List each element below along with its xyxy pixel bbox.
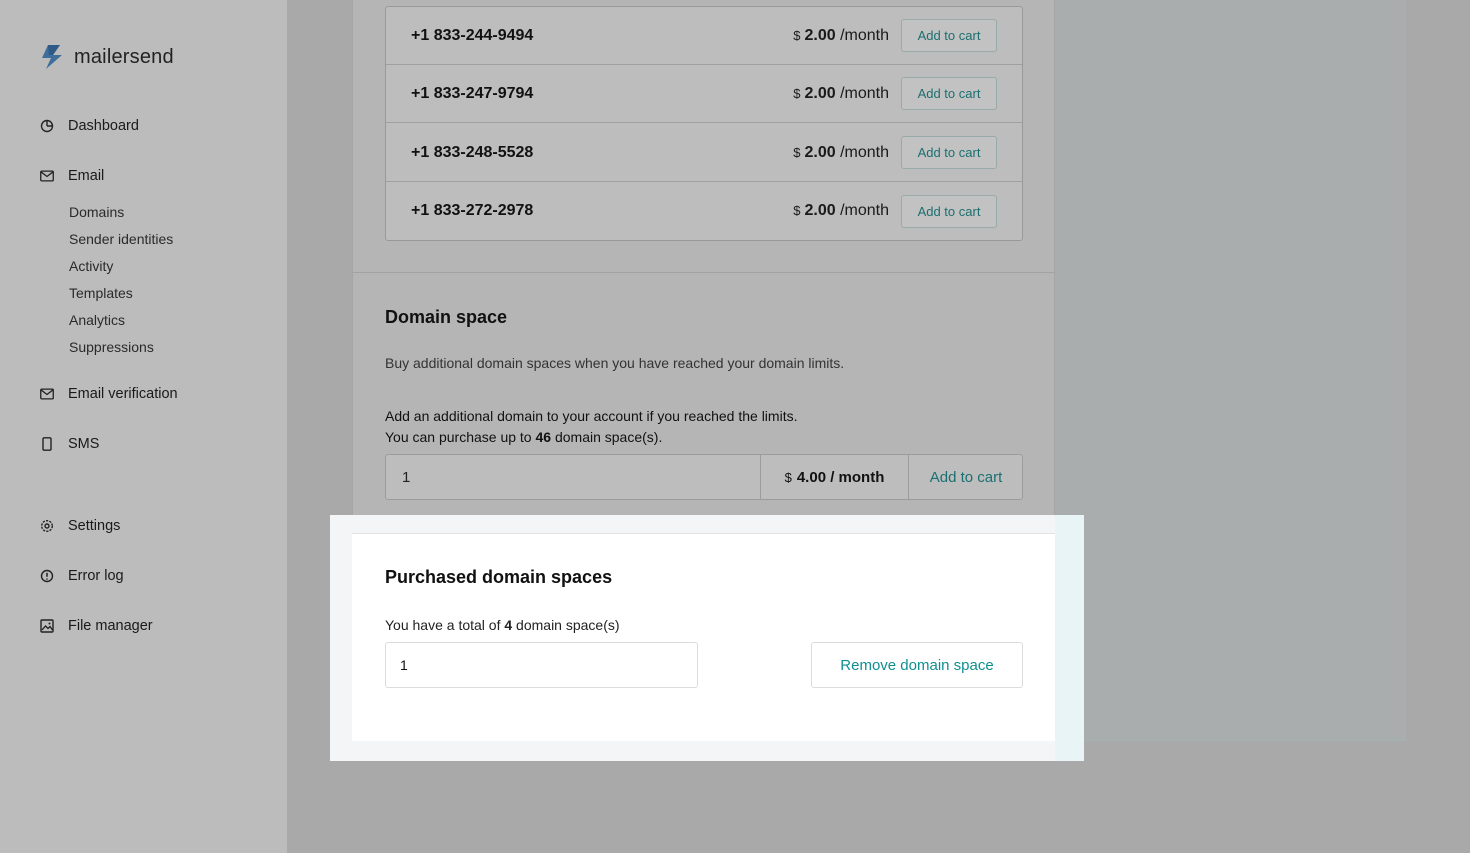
domain-space-info-line2: You can purchase up to 46 domain space(s). [385, 429, 663, 445]
purchased-total-text: You have a total of 4 domain space(s) [385, 617, 620, 633]
nav-error-log-label: Error log [68, 568, 124, 584]
nav-sms[interactable] [40, 436, 99, 452]
nav-dashboard-label: Dashboard [68, 118, 139, 134]
phone-price: $ 2.00 /month [793, 26, 889, 44]
nav-file-manager-label: File manager [68, 618, 153, 634]
domain-space-description: Buy additional domain spaces when you have reached your domain limits. [385, 355, 845, 371]
table-row [386, 182, 1022, 240]
nav-email[interactable] [40, 168, 104, 184]
sidebar [0, 0, 287, 853]
nav-email-label: Email [68, 168, 105, 184]
sidebar-item-activity[interactable]: Activity [69, 258, 114, 274]
phone-price: $ 2.00 /month [793, 143, 889, 161]
purchased-domain-spaces-card [352, 533, 1055, 741]
phone-icon [40, 437, 54, 451]
domain-space-add-to-cart-button[interactable]: Add to cart [929, 468, 1003, 486]
mailersend-logo-icon [40, 44, 66, 70]
phone-price: $ 2.00 /month [793, 202, 889, 219]
nav-sms-label: SMS [68, 436, 100, 452]
add-to-cart-button[interactable]: Add to cart [901, 136, 997, 169]
phone-number: +1 833-272-2978 [411, 202, 534, 219]
pie-chart-icon [40, 119, 54, 133]
sidebar-item-suppressions[interactable]: Suppressions [69, 339, 154, 355]
right-panel [1055, 0, 1406, 741]
remove-domain-space-button[interactable]: Remove domain space [811, 642, 1023, 688]
nav-settings-label: Settings [68, 518, 121, 534]
envelope-check-icon [40, 387, 54, 401]
domain-space-price: $ 4.00 / month [761, 455, 909, 499]
section-divider [352, 272, 1055, 273]
highlight-tint [1055, 515, 1084, 761]
add-to-cart-button[interactable]: Add to cart [901, 195, 997, 228]
gear-icon [40, 519, 54, 533]
nav-email-verification-label: Email verification [68, 386, 178, 402]
sidebar-item-sender-identities[interactable]: Sender identities [69, 231, 174, 247]
brand-logo[interactable] [40, 44, 174, 70]
nav-file-manager[interactable] [40, 618, 153, 634]
sidebar-item-analytics[interactable]: Analytics [69, 312, 126, 328]
domain-space-title: Domain space [385, 307, 508, 327]
nav-dashboard[interactable] [40, 118, 139, 134]
brand-name: mailersend [74, 45, 174, 68]
add-to-cart-button[interactable]: Add to cart [901, 19, 997, 52]
domain-space-quantity-input[interactable]: 1 [386, 455, 761, 499]
alert-circle-icon [40, 569, 54, 583]
phone-number: +1 833-247-9794 [411, 84, 534, 102]
remove-quantity-input[interactable]: 1 [385, 642, 698, 688]
table-row [386, 65, 1022, 123]
add-to-cart-button[interactable]: Add to cart [901, 77, 997, 110]
nav-email-verification[interactable] [40, 386, 178, 402]
phone-number: +1 833-244-9494 [411, 26, 534, 44]
purchased-title: Purchased domain spaces [385, 567, 613, 587]
envelope-icon [40, 169, 54, 183]
domain-space-info-line1: Add an additional domain to your account if you reached the limits. [385, 408, 798, 424]
sidebar-item-templates[interactable]: Templates [69, 285, 133, 301]
nav-error-log[interactable] [40, 568, 124, 584]
phone-numbers-table [385, 6, 1023, 241]
sidebar-item-domains[interactable]: Domains [69, 204, 125, 220]
image-icon [40, 619, 54, 633]
nav-settings[interactable] [40, 518, 120, 534]
phone-price: $ 2.00 /month [793, 84, 889, 102]
phone-number: +1 833-248-5528 [411, 143, 534, 161]
domain-space-purchase-group [385, 454, 1023, 500]
table-row [386, 7, 1022, 65]
table-row [386, 124, 1022, 182]
